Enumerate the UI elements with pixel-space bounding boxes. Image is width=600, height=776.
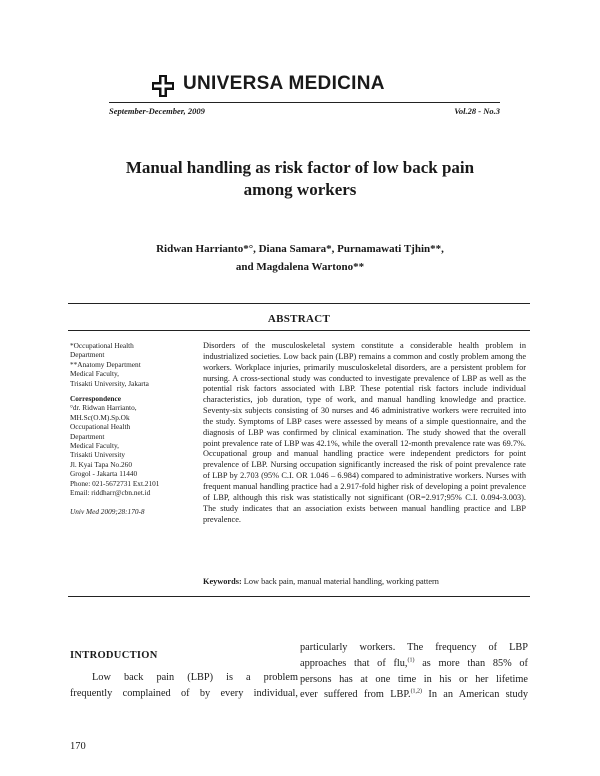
correspondence-line: Phone: 021-5672731 Ext.2101: [70, 478, 160, 488]
correspondence-line: Occupational Health: [70, 422, 131, 432]
affiliation-line: **Anatomy Department: [70, 359, 141, 369]
correspondence-line: Department: [70, 431, 105, 441]
right-column-text: [300, 640, 528, 703]
issue-volume: Vol.28 - No.3: [454, 106, 500, 116]
left-column-text: [70, 670, 298, 702]
abstract-bottom-rule: [68, 596, 530, 597]
body-line: particularly workers. The frequency of LBP: [300, 642, 528, 653]
correspondence-email: Email: riddharr@cbn.net.id: [70, 488, 151, 498]
body-line: Low back pain (LBP) is a problem: [92, 672, 298, 683]
affiliation-line: Trisakti University, Jakarta: [70, 378, 149, 388]
correspondence-line: MH.Sc(O.M).Sp.Ok: [70, 412, 130, 422]
affiliation-line: *Occupational Health: [70, 341, 134, 350]
authors-line-1: Ridwan Harrianto*°, Diana Samara*, Purnamawati Tjhin**,: [156, 243, 444, 255]
affiliation-sidebar: [70, 341, 188, 516]
affiliation-line: Medical Faculty,: [70, 369, 119, 379]
correspondence-line: Jl. Kyai Tapa No.260: [70, 459, 132, 469]
title-line-2: among workers: [243, 180, 357, 199]
correspondence-line: Medical Faculty,: [70, 441, 119, 451]
reference-marker: (1,2): [410, 688, 423, 695]
body-line: persons has at one time in his or her lifetime: [300, 673, 528, 685]
keywords: [203, 576, 526, 587]
correspondence-line: Grogol - Jakarta 11440: [70, 469, 138, 479]
correspondence-label: Correspondence: [70, 394, 121, 404]
page-number: 170: [70, 741, 86, 752]
universa-medicina-cross-logo-icon: [152, 75, 174, 97]
abstract-heading: ABSTRACT: [267, 313, 331, 325]
article-title: [60, 157, 540, 201]
citation: Univ Med 2009;28:170-8: [70, 506, 145, 516]
author-list: [60, 240, 540, 276]
keywords-label: Keywords:: [203, 577, 242, 586]
reference-marker: (1): [407, 657, 415, 664]
issue-date: September-December, 2009: [109, 106, 205, 116]
body-line: approaches that of flu,$^{(1)}$ as more than 85% of: [300, 657, 528, 669]
title-line-1: Manual handling as risk factor of low back pain: [125, 158, 475, 177]
correspondence-line: °dr. Ridwan Harrianto,: [70, 403, 137, 413]
body-line: ever suffered from LBP.$^{(1,2)}$ In an American study: [300, 688, 528, 701]
introduction-heading: INTRODUCTION: [70, 650, 158, 661]
correspondence-line: Trisakti University: [70, 450, 126, 460]
abstract-heading-rule: [68, 330, 530, 331]
abstract-text: Disorders of the musculoskeletal system constitute a considerable health problem in industrialized societies. Low back pain (LBP) remains a common and costly problem among the workers. Workplace injuries, primarily musculoskeletal disorders, are a persistent problem for nursing. A cross-sectional study was conducted to investigate prevalence of LBP as well as the potential risk factors associated with LBP. These potential risk factors include individual characteristics, job duration, type of work, and manual handling knowledge and practice. Seventy-six subjects consisting of 30 nurses and 46 administrative workers were recruited into the study. Symptoms of LBP cases were assessed by means of a simple questionnaire, and the diagnosis of LBP was confirmed by clinical examination. The study showed that the overall point prevalence rate of LBP was 42.1%, while the overall 12-month prevalence rate was 69.7%. Occupational group and manual handling practice were independent predictors for point prevalence of LBP. Nursing occupation significantly increased the risk of point prevalence rate of LBP by 2.703 (95% C.I. OR 1.046 – 6.984) compared to administrative workers. Nurses with frequent manual handling practice had a 2.917-fold higher risk of developing a point prevalence of LBP, although this risk was statistically not significant (OR=2.917;95% C.I. 0.094-3.003). The study indicates that an association exists between manual handling practice and LBP prevalence.: [203, 341, 526, 524]
journal-name: UNIVERSA MEDICINA: [183, 73, 385, 94]
abstract-top-rule: [68, 303, 530, 304]
affiliation-line: Department: [70, 350, 105, 360]
authors-line-2: and Magdalena Wartono**: [235, 261, 365, 273]
header-rule: [109, 102, 500, 103]
body-line: frequently complained of by every individual,: [70, 687, 298, 699]
keywords-list: Low back pain, manual material handling, working pattern: [243, 577, 439, 586]
